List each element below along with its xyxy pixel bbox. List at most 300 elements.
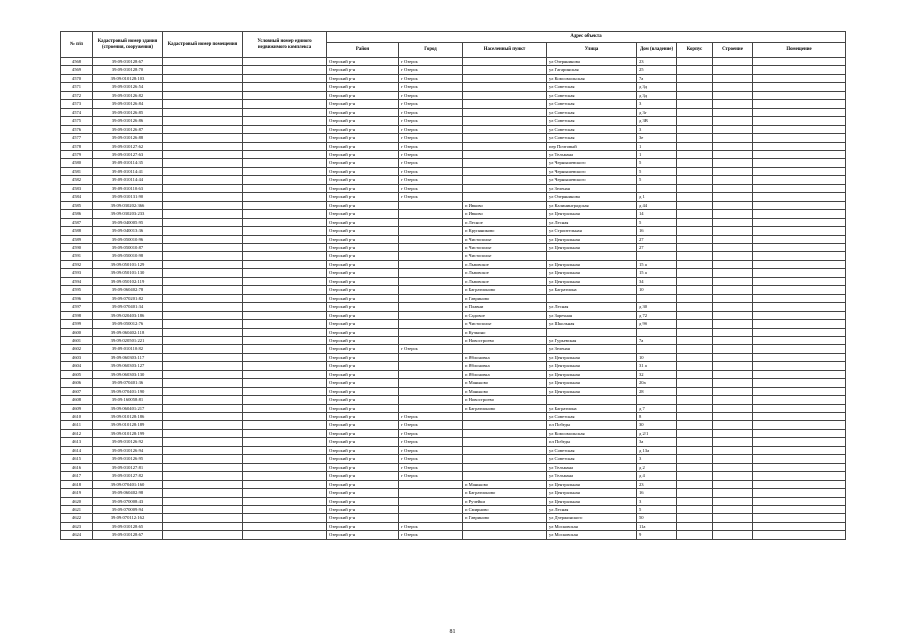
gorod-cell — [399, 396, 463, 404]
settlement-cell — [463, 193, 547, 201]
col-pomeshchenie-header: Помещение — [753, 43, 846, 58]
col-np-header: Населенный пункт — [463, 43, 547, 58]
settlement-cell — [463, 150, 547, 158]
rayon-cell: Озерский р-н — [327, 150, 399, 158]
table-row — [61, 100, 846, 108]
kad-room-cell — [163, 438, 243, 446]
gorod-cell: г Озерск — [399, 83, 463, 91]
gorod-cell — [399, 201, 463, 209]
stroenie-cell — [713, 506, 753, 514]
settlement-cell — [463, 74, 547, 82]
pomeshchenie-cell — [753, 320, 846, 328]
kad-room-cell — [163, 455, 243, 463]
rayon-cell: Озерский р-н — [327, 531, 399, 539]
gorod-cell — [399, 320, 463, 328]
pomeshchenie-cell — [753, 277, 846, 285]
kad-building-cell: 39:09:010128:67 — [93, 58, 163, 66]
house-cell: 32 — [637, 370, 677, 378]
pomeshchenie-cell — [753, 328, 846, 336]
kad-building-cell: 39:09:010114:41 — [93, 167, 163, 175]
cond-num-cell — [243, 100, 327, 108]
korpus-cell — [677, 100, 713, 108]
table-row — [61, 379, 846, 387]
gorod-cell: г Озерск — [399, 108, 463, 116]
row-number-cell: 4617 — [61, 472, 93, 480]
kad-building-cell: 39:09:160058:81 — [93, 396, 163, 404]
kad-building-cell: 39:09:050010:96 — [93, 235, 163, 243]
korpus-cell — [677, 531, 713, 539]
row-number-cell: 4580 — [61, 159, 93, 167]
rayon-cell: Озерский р-н — [327, 260, 399, 268]
row-number-cell: 4596 — [61, 294, 93, 302]
house-cell: д 30 — [637, 303, 677, 311]
settlement-cell: п Багратионово — [463, 286, 547, 294]
cond-num-cell — [243, 345, 327, 353]
kad-building-cell: 39:09:030203:233 — [93, 210, 163, 218]
kad-room-cell — [163, 184, 243, 192]
table-row — [61, 58, 846, 66]
rayon-cell: Озерский р-н — [327, 125, 399, 133]
cond-num-cell — [243, 260, 327, 268]
korpus-cell — [677, 227, 713, 235]
rayon-cell: Озерский р-н — [327, 193, 399, 201]
kad-building-cell: 39:09:010126:54 — [93, 83, 163, 91]
row-number-cell: 4619 — [61, 489, 93, 497]
street-cell: ул Лесная — [547, 218, 637, 226]
cond-num-cell — [243, 328, 327, 336]
kad-room-cell — [163, 472, 243, 480]
stroenie-cell — [713, 294, 753, 302]
korpus-cell — [677, 303, 713, 311]
cond-num-cell — [243, 472, 327, 480]
settlement-cell: п Маньково — [463, 480, 547, 488]
korpus-cell — [677, 269, 713, 277]
kad-room-cell — [163, 201, 243, 209]
house-cell: д 1 — [637, 193, 677, 201]
table-row — [61, 472, 846, 480]
pomeshchenie-cell — [753, 117, 846, 125]
cond-num-cell — [243, 421, 327, 429]
pomeshchenie-cell — [753, 108, 846, 116]
korpus-cell — [677, 429, 713, 437]
table-row — [61, 514, 846, 522]
settlement-cell: п Яблоновка — [463, 362, 547, 370]
cond-num-cell — [243, 531, 327, 539]
rayon-cell: Озерский р-н — [327, 176, 399, 184]
pomeshchenie-cell — [753, 455, 846, 463]
rayon-cell: Озерский р-н — [327, 83, 399, 91]
pomeshchenie-cell — [753, 134, 846, 142]
street-cell: пер Почтовый — [547, 142, 637, 150]
cond-num-cell — [243, 362, 327, 370]
pomeshchenie-cell — [753, 370, 846, 378]
street-cell: ул Советская — [547, 91, 637, 99]
house-cell: д 3г — [637, 108, 677, 116]
street-cell: ул Центральная — [547, 370, 637, 378]
settlement-cell: п Новостроево — [463, 336, 547, 344]
kad-building-cell: 39:09:050012:76 — [93, 320, 163, 328]
settlement-cell: п Яблоновка — [463, 353, 547, 361]
pomeshchenie-cell — [753, 446, 846, 454]
kad-room-cell — [163, 311, 243, 319]
rayon-cell: Озерский р-н — [327, 286, 399, 294]
street-cell: ул Центральная — [547, 387, 637, 395]
col-cond-num-header: Условный номер единого недвижимого комплекса — [243, 32, 327, 58]
gorod-cell — [399, 480, 463, 488]
kad-building-cell: 39:09:060303:130 — [93, 370, 163, 378]
street-cell: ул Центральная — [547, 260, 637, 268]
row-number-cell: 4603 — [61, 353, 93, 361]
pomeshchenie-cell — [753, 387, 846, 395]
gorod-cell — [399, 497, 463, 505]
street-cell: ул Центральная — [547, 353, 637, 361]
kad-room-cell — [163, 303, 243, 311]
table-row — [61, 201, 846, 209]
pomeshchenie-cell — [753, 514, 846, 522]
stroenie-cell — [713, 345, 753, 353]
kad-room-cell — [163, 235, 243, 243]
settlement-cell — [463, 446, 547, 454]
settlement-cell — [463, 531, 547, 539]
gorod-cell — [399, 362, 463, 370]
pomeshchenie-cell — [753, 379, 846, 387]
kad-room-cell — [163, 336, 243, 344]
pomeshchenie-cell — [753, 243, 846, 251]
street-cell: ул Центральная — [547, 489, 637, 497]
kad-room-cell — [163, 142, 243, 150]
settlement-cell — [463, 455, 547, 463]
row-number-cell: 4598 — [61, 311, 93, 319]
table-row — [61, 489, 846, 497]
col-street-header: Улица — [547, 43, 637, 58]
kad-room-cell — [163, 269, 243, 277]
row-number-cell: 4578 — [61, 142, 93, 150]
kad-room-cell — [163, 506, 243, 514]
pomeshchenie-cell — [753, 345, 846, 353]
street-cell: ул Московская — [547, 522, 637, 530]
row-number-cell: 4571 — [61, 83, 93, 91]
col-stroenie-header: Строение — [713, 43, 753, 58]
gorod-cell — [399, 336, 463, 344]
stroenie-cell — [713, 404, 753, 412]
stroenie-cell — [713, 58, 753, 66]
korpus-cell — [677, 218, 713, 226]
cond-num-cell — [243, 83, 327, 91]
korpus-cell — [677, 91, 713, 99]
stroenie-cell — [713, 489, 753, 497]
cond-num-cell — [243, 446, 327, 454]
settlement-cell — [463, 463, 547, 471]
settlement-cell — [463, 438, 547, 446]
stroenie-cell — [713, 201, 753, 209]
house-cell: д 3д — [637, 91, 677, 99]
cond-num-cell — [243, 277, 327, 285]
street-cell: ул Советская — [547, 83, 637, 91]
settlement-cell: п Лесное — [463, 218, 547, 226]
cond-num-cell — [243, 455, 327, 463]
korpus-cell — [677, 117, 713, 125]
table-row — [61, 311, 846, 319]
street-cell: пл Победы — [547, 438, 637, 446]
street-cell: ул Комсомольская — [547, 429, 637, 437]
stroenie-cell — [713, 429, 753, 437]
stroenie-cell — [713, 159, 753, 167]
cond-num-cell — [243, 210, 327, 218]
kad-building-cell: 39:09:010128:189 — [93, 421, 163, 429]
settlement-cell: п Чистополье — [463, 243, 547, 251]
house-cell: 31 а — [637, 362, 677, 370]
cond-num-cell — [243, 379, 327, 387]
kad-building-cell: 39:09:010126:95 — [93, 455, 163, 463]
table-row — [61, 277, 846, 285]
kad-building-cell: 39:09:010128:67 — [93, 531, 163, 539]
rayon-cell: Озерский р-н — [327, 396, 399, 404]
settlement-cell — [463, 413, 547, 421]
row-number-cell: 4594 — [61, 277, 93, 285]
street-cell: ул Лесная — [547, 303, 637, 311]
street-cell: ул Озерянинова — [547, 193, 637, 201]
street-cell: ул Гагаринская — [547, 66, 637, 74]
korpus-cell — [677, 108, 713, 116]
stroenie-cell — [713, 446, 753, 454]
row-number-cell: 4574 — [61, 108, 93, 116]
korpus-cell — [677, 142, 713, 150]
kad-building-cell: 39:09:010127:62 — [93, 142, 163, 150]
table-row — [61, 345, 846, 353]
row-number-cell: 4588 — [61, 227, 93, 235]
street-cell: ул Советская — [547, 125, 637, 133]
cond-num-cell — [243, 193, 327, 201]
kad-building-cell: 39:09:010126:92 — [93, 438, 163, 446]
table-row — [61, 184, 846, 192]
stroenie-cell — [713, 311, 753, 319]
page-number: 81 — [449, 629, 456, 635]
settlement-cell: п Чистополье — [463, 252, 547, 260]
cond-num-cell — [243, 506, 327, 514]
pomeshchenie-cell — [753, 269, 846, 277]
cond-num-cell — [243, 294, 327, 302]
gorod-cell: г Озерск — [399, 167, 463, 175]
korpus-cell — [677, 353, 713, 361]
kad-building-cell: 39:09:070008:43 — [93, 497, 163, 505]
table-row — [61, 387, 846, 395]
row-number-cell: 4570 — [61, 74, 93, 82]
col-address-header: Адрес объекта — [327, 32, 846, 43]
stroenie-cell — [713, 193, 753, 201]
kad-building-cell: 39:09:010126:94 — [93, 446, 163, 454]
korpus-cell — [677, 396, 713, 404]
kad-building-cell: 39:09:050102:119 — [93, 277, 163, 285]
korpus-cell — [677, 159, 713, 167]
cond-num-cell — [243, 336, 327, 344]
korpus-cell — [677, 210, 713, 218]
stroenie-cell — [713, 286, 753, 294]
stroenie-cell — [713, 522, 753, 530]
rayon-cell: Озерский р-н — [327, 370, 399, 378]
gorod-cell — [399, 243, 463, 251]
col-kad-room-header: Кадастровый номер помещения — [163, 32, 243, 58]
rayon-cell: Озерский р-н — [327, 227, 399, 235]
table-row — [61, 74, 846, 82]
rayon-cell: Озерский р-н — [327, 362, 399, 370]
row-number-cell: 4624 — [61, 531, 93, 539]
street-cell: ул Советская — [547, 134, 637, 142]
gorod-cell — [399, 252, 463, 260]
kad-building-cell: 39:09:010114:35 — [93, 159, 163, 167]
cond-num-cell — [243, 201, 327, 209]
col-gorod-header: Город — [399, 43, 463, 58]
street-cell: ул Центральная — [547, 210, 637, 218]
row-number-cell: 4606 — [61, 379, 93, 387]
rayon-cell: Озерский р-н — [327, 311, 399, 319]
stroenie-cell — [713, 455, 753, 463]
kad-room-cell — [163, 286, 243, 294]
korpus-cell — [677, 74, 713, 82]
stroenie-cell — [713, 336, 753, 344]
korpus-cell — [677, 446, 713, 454]
stroenie-cell — [713, 396, 753, 404]
table-row — [61, 108, 846, 116]
kad-building-cell: 39:09:010127:63 — [93, 150, 163, 158]
stroenie-cell — [713, 167, 753, 175]
row-number-cell: 4609 — [61, 404, 93, 412]
kad-building-cell: 39:09:060402:78 — [93, 286, 163, 294]
rayon-cell: Озерский р-н — [327, 201, 399, 209]
settlement-cell — [463, 91, 547, 99]
row-number-cell: 4610 — [61, 413, 93, 421]
stroenie-cell — [713, 413, 753, 421]
kad-room-cell — [163, 387, 243, 395]
rayon-cell: Озерский р-н — [327, 108, 399, 116]
gorod-cell — [399, 227, 463, 235]
cond-num-cell — [243, 66, 327, 74]
pomeshchenie-cell — [753, 218, 846, 226]
pomeshchenie-cell — [753, 184, 846, 192]
street-cell: ул Советская — [547, 446, 637, 454]
street-cell: ул Чернышевского — [547, 176, 637, 184]
house-cell — [637, 184, 677, 192]
rayon-cell: Озерский р-н — [327, 446, 399, 454]
settlement-cell: п Багратионово — [463, 489, 547, 497]
street-cell: ул Зеленая — [547, 345, 637, 353]
table-row — [61, 438, 846, 446]
cond-num-cell — [243, 413, 327, 421]
gorod-cell: г Озерск — [399, 125, 463, 133]
rayon-cell: Озерский р-н — [327, 210, 399, 218]
pomeshchenie-cell — [753, 150, 846, 158]
gorod-cell: г Озерск — [399, 66, 463, 74]
korpus-cell — [677, 421, 713, 429]
pomeshchenie-cell — [753, 125, 846, 133]
row-number-cell: 4618 — [61, 480, 93, 488]
house-cell: 1 — [637, 150, 677, 158]
korpus-cell — [677, 83, 713, 91]
gorod-cell — [399, 353, 463, 361]
korpus-cell — [677, 58, 713, 66]
kad-building-cell: 39:09:010127:81 — [93, 463, 163, 471]
gorod-cell: г Озерск — [399, 150, 463, 158]
gorod-cell — [399, 311, 463, 319]
kad-room-cell — [163, 489, 243, 497]
korpus-cell — [677, 286, 713, 294]
pomeshchenie-cell — [753, 522, 846, 530]
table-row — [61, 218, 846, 226]
street-cell: ул Центральная — [547, 243, 637, 251]
rayon-cell: Озерский р-н — [327, 345, 399, 353]
cond-num-cell — [243, 429, 327, 437]
pomeshchenie-cell — [753, 159, 846, 167]
kad-room-cell — [163, 58, 243, 66]
table-row — [61, 159, 846, 167]
gorod-cell: г Озерск — [399, 463, 463, 471]
street-cell: ул Чернышевского — [547, 167, 637, 175]
kad-room-cell — [163, 210, 243, 218]
kad-building-cell: 39:09:070401:36 — [93, 379, 163, 387]
korpus-cell — [677, 294, 713, 302]
korpus-cell — [677, 463, 713, 471]
house-cell — [637, 294, 677, 302]
house-cell: 27 — [637, 235, 677, 243]
cond-num-cell — [243, 480, 327, 488]
house-cell: 5 — [637, 159, 677, 167]
row-number-cell: 4620 — [61, 497, 93, 505]
kad-building-cell: 39:09:060303:117 — [93, 353, 163, 361]
gorod-cell: г Озерск — [399, 446, 463, 454]
cond-num-cell — [243, 117, 327, 125]
kad-room-cell — [163, 404, 243, 412]
settlement-cell: п Чистополье — [463, 320, 547, 328]
kad-building-cell: 39:09:010126:84 — [93, 100, 163, 108]
stroenie-cell — [713, 83, 753, 91]
cond-num-cell — [243, 370, 327, 378]
settlement-cell: п Львовское — [463, 269, 547, 277]
gorod-cell: г Озерск — [399, 429, 463, 437]
cond-num-cell — [243, 514, 327, 522]
korpus-cell — [677, 345, 713, 353]
settlement-cell — [463, 429, 547, 437]
house-cell: 8 — [637, 413, 677, 421]
house-cell: 15 а — [637, 260, 677, 268]
kad-room-cell — [163, 362, 243, 370]
table-row — [61, 83, 846, 91]
stroenie-cell — [713, 227, 753, 235]
kad-room-cell — [163, 370, 243, 378]
cond-num-cell — [243, 303, 327, 311]
stroenie-cell — [713, 117, 753, 125]
house-cell: д 7 — [637, 404, 677, 412]
gorod-cell — [399, 218, 463, 226]
rayon-cell: Озерский р-н — [327, 100, 399, 108]
row-number-cell: 4582 — [61, 176, 93, 184]
house-cell: 15 а — [637, 269, 677, 277]
house-cell: 5 — [637, 176, 677, 184]
rayon-cell: Озерский р-н — [327, 463, 399, 471]
korpus-cell — [677, 277, 713, 285]
register-table — [60, 31, 846, 540]
kad-room-cell — [163, 294, 243, 302]
row-number-cell: 4586 — [61, 210, 93, 218]
kad-building-cell: 39:09:070201:82 — [93, 294, 163, 302]
cond-num-cell — [243, 235, 327, 243]
street-cell: ул Строительная — [547, 227, 637, 235]
kad-room-cell — [163, 480, 243, 488]
table-row — [61, 260, 846, 268]
kad-room-cell — [163, 176, 243, 184]
kad-room-cell — [163, 396, 243, 404]
house-cell: д 2/1 — [637, 429, 677, 437]
table-row — [61, 353, 846, 361]
korpus-cell — [677, 150, 713, 158]
